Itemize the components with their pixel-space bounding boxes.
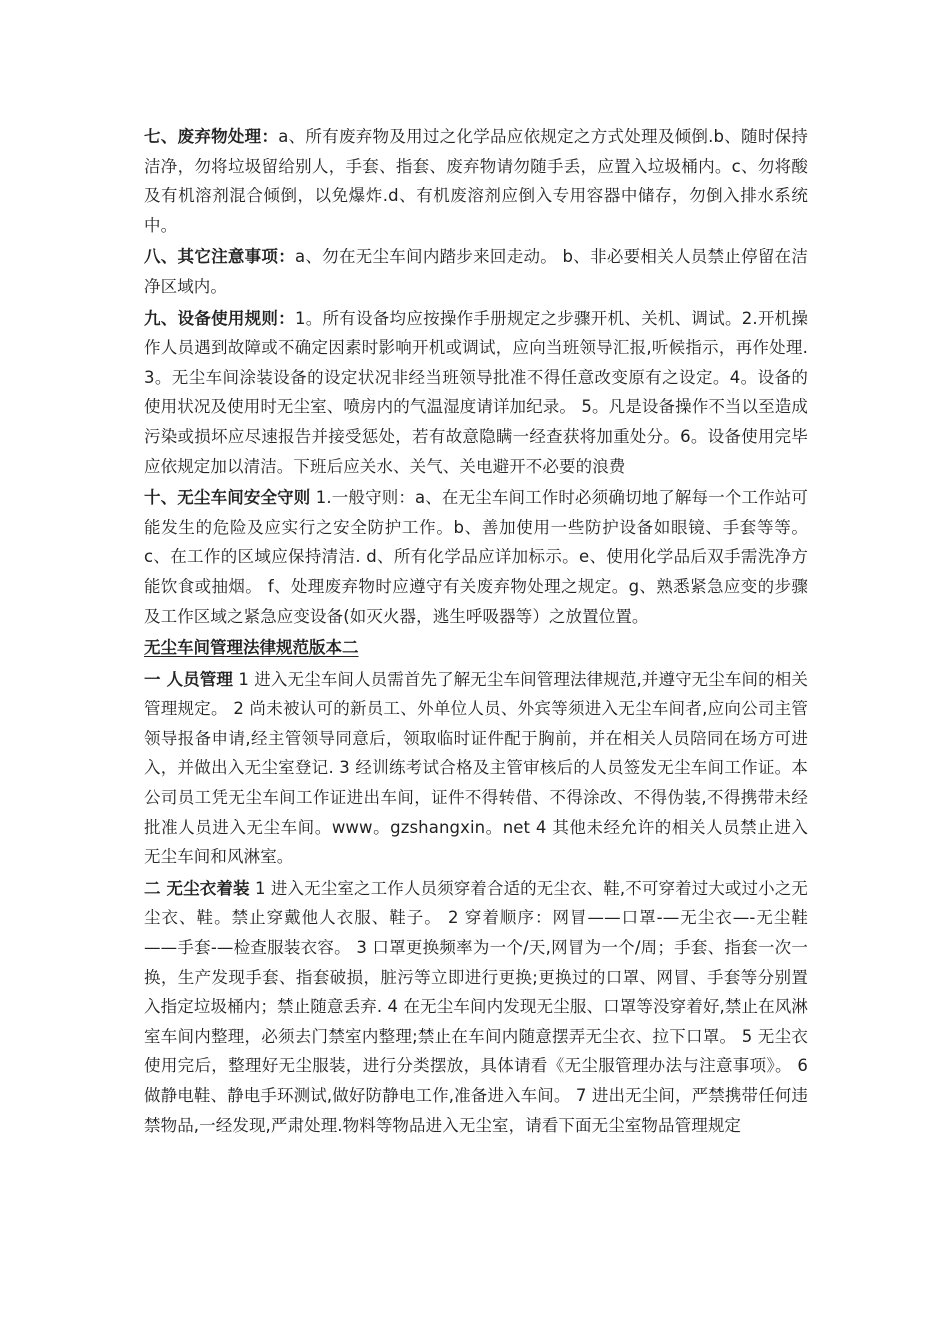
section-personnel-management	[144, 665, 808, 872]
section-equipment-rules	[144, 304, 808, 482]
section-heading: 八、其它注意事项：	[144, 247, 295, 267]
section-heading: 七、废弃物处理：	[144, 127, 279, 146]
section-body: a、勿在无尘车间内踏步来回走动。 b、非必要相关人员禁止停留在洁净区域内。	[144, 247, 809, 296]
section-body: 1 进入无尘车间人员需首先了解无尘车间管理法律规范,并遵守无尘车间的相关管理规定。 2 尚未被认可的新员工、外单位人员、外宾等须进入无尘车间者,应向公司主管领导报备申请,经主管领导同意后，领取临时证件配于胸前，并在相关人员陪同在场方可进入，并做出入无尘室登记. 3 经训练考试合格及主管审核后的人员签发无尘车间工作证。本公司员工凭无尘车间工作证进出车间，证件不得转借、不得涂改、不得伪装,不得携带未经批准人员进入无尘车间。www。gzshangxin。net 4 其他未经允许的相关人员禁止进入无尘车间和风淋室。	[144, 669, 808, 867]
section-heading: 九、设备使用规则：	[144, 308, 295, 328]
section-waste-disposal	[144, 122, 808, 240]
version-title: 无尘车间管理法律规范版本二	[144, 638, 359, 658]
section-body: 1 进入无尘室之工作人员须穿着合适的无尘衣、鞋,不可穿着过大或过小之无尘衣、鞋。禁止穿戴他人衣服、鞋子。 2 穿着顺序：网冒——口罩-—无尘衣—-无尘鞋——手套-—检查服装衣容。 3 口罩更换频率为一个/天,网冒为一个/周；手套、指套一次一换，生产发现手套、指套破损，脏污等立即进行更换;更换过的口罩、网冒、手套等分别置入指定垃圾桶内；禁止随意丢弃. 4 在无尘车间内发现无尘服、口罩等没穿着好,禁止在风淋室车间内整理，必须去门禁室内整理;禁止在车间内随意摆弄无尘衣、拉下口罩。 5 无尘衣使用完后，整理好无尘服装，进行分类摆放，具体请看《无尘服管理办法与注意事项》。 6 做静电鞋、静电手环测试,做好防静电工作,准备进入车间。 7 进出无尘间，严禁携带任何违禁物品,一经发现,严肃处理.物料等物品进入无尘室，请看下面无尘室物品管理规定	[144, 878, 808, 1135]
section-body: 1.一般守则：a、在无尘车间工作时必须确切地了解每一个工作站可能发生的危险及应实行之安全防护工作。b、善加使用一些防护设备如眼镜、手套等等。c、在工作的区域应保持清洁. d、所有化学品应详加标示。e、使用化学品后双手需洗净方能饮食或抽烟。 f、处理废弃物时应遵守有关废弃物处理之规定。g、熟悉紧急应变的步骤及工作区域之紧急应变设备(如灭火器，逃生呼吸器等）之放置位置。	[144, 488, 808, 626]
section-safety-rules	[144, 483, 808, 631]
section-body: 1。所有设备均应按操作手册规定之步骤开机、关机、调试。2.开机操作人员遇到故障或不确定因素时影响开机或调试，应向当班领导汇报,听候指示，再作处理.3。无尘车间涂装设备的设定状况非经当班领导批准不得任意改变原有之设定。4。设备的使用状况及使用时无尘室、喷房内的气温湿度请详加纪录。 5。凡是设备操作不当以至造成污染或损坏应尽速报告并接受惩处，若有故意隐瞒一经查获将加重处分。6。设备使用完毕应依规定加以清洁。下班后应关水、关气、关电避开不必要的浪费	[144, 308, 808, 476]
section-heading: 十、无尘车间安全守则	[144, 488, 311, 508]
section-body: a、所有废弃物及用过之化学品应依规定之方式处理及倾倒.b、随时保持洁净，勿将垃圾留给别人，手套、指套、废弃物请勿随手丢，应置入垃圾桶内。c、勿将酸及有机溶剂混合倾倒，以免爆炸.d、有机废溶剂应倒入专用容器中储存，勿倒入排水系统中。	[144, 127, 808, 235]
section-other-notes	[144, 242, 808, 301]
document-page	[144, 122, 808, 1142]
section-cleanroom-garment	[144, 874, 808, 1140]
section-heading: 二 无尘衣着装	[144, 878, 250, 898]
section-heading: 一 人员管理	[144, 669, 233, 689]
